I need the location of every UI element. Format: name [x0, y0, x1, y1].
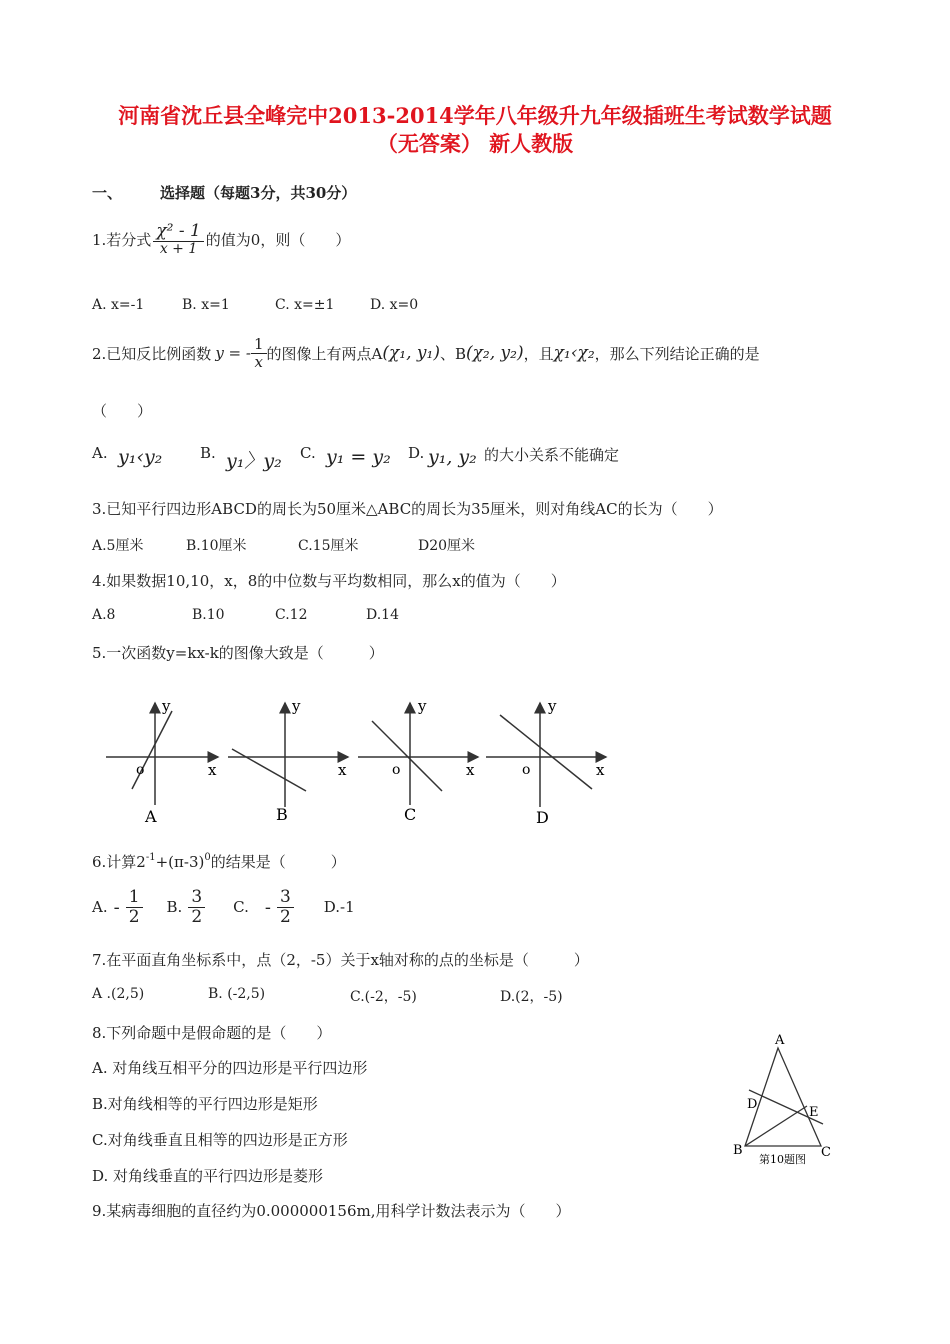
question-9: 9.某病毒细胞的直径约为0.000000156m,用科学计数法表示为（ ） [92, 1202, 571, 1220]
q6-opt-c-den: 2 [279, 906, 291, 927]
q4-option-a: A.8 [92, 607, 116, 623]
q3-option-a: A.5厘米 [92, 538, 144, 554]
q6-options [92, 888, 355, 926]
graph-d-y-label: y [548, 697, 557, 715]
graph-a-origin: o [136, 762, 145, 778]
q1-prefix: 1.若分式 [92, 231, 152, 250]
q6-opt-a-sign: - [113, 896, 120, 918]
section-label: 选择题（每题3分，共30分） [160, 184, 357, 202]
graph-a-label: A [145, 807, 157, 826]
q6-exp2: 0 [204, 852, 211, 863]
q3-option-d: D20厘米 [418, 538, 476, 554]
q2-function-lhs: y = - [215, 344, 251, 362]
graph-a [106, 697, 218, 826]
q7-option-a: A .(2,5) [92, 986, 145, 1002]
graph-a-x-label: x [208, 761, 217, 779]
q6-opt-b-label: B. [166, 898, 183, 917]
question-1 [92, 222, 350, 257]
q6-opt-c-num: 3 [277, 888, 294, 908]
q6-opt-d: D.-1 [323, 898, 355, 917]
q2-opt-d-label: D. [408, 444, 425, 462]
page-subtitle: （无答案） 新人教版 [376, 131, 574, 156]
q2-opt-b-label: B. [200, 444, 216, 462]
section-number: 一、 [92, 184, 123, 202]
q6-opt-c-label: C. [233, 898, 249, 917]
q2-point-b: (χ₂, y₂) [466, 343, 524, 363]
q2-mid: 的图像上有两点A [266, 344, 383, 363]
q8-option-b: B.对角线相等的平行四边形是矩形 [92, 1095, 318, 1113]
graph-c-label: C [404, 805, 417, 824]
graph-b [228, 697, 348, 824]
q6-opt-a-frac [126, 888, 143, 926]
q2-frac-num: 1 [251, 336, 267, 354]
q6-opt-b-frac [188, 888, 205, 926]
q1-denominator: x + 1 [159, 240, 198, 257]
q4-option-c: C.12 [275, 607, 308, 623]
graph-d [486, 697, 606, 827]
q6-exp1: -1 [145, 852, 156, 863]
q2-cond-pre: ，且 [523, 344, 554, 363]
q6-opt-a-num: 1 [126, 888, 143, 908]
q7-option-c: C.(-2，-5) [350, 989, 417, 1005]
vertex-b: B [733, 1143, 743, 1158]
q1-option-d: D. x=0 [370, 297, 419, 313]
q2-opt-d-expr: y₁, y₂ [428, 446, 477, 468]
q8-option-a: A. 对角线互相平分的四边形是平行四边形 [92, 1059, 368, 1077]
graph-c-line [372, 721, 442, 791]
question-4: 4.如果数据10,10，x，8的中位数与平均数相同，那么x的值为（ ） [92, 572, 566, 590]
question-8: 8.下列命题中是假命题的是（ ） [92, 1024, 332, 1042]
q2-frac-den: x [254, 352, 263, 371]
q2-suffix: ，那么下列结论正确的是 [594, 344, 760, 363]
graph-d-x-label: x [596, 761, 605, 779]
q2-opt-b-expr: y₁〉y₂ [226, 450, 282, 472]
graph-c-y-label: y [418, 697, 427, 715]
graph-c-x-label: x [466, 761, 475, 779]
q7-option-d: D.(2，-5) [500, 989, 563, 1005]
graph-d-line [500, 715, 592, 789]
q6-post: 的结果是（ ） [210, 853, 346, 871]
question-7: 7.在平面直角坐标系中，点（2，-5）关于x轴对称的点的坐标是（ ） [92, 951, 589, 969]
graph-b-line [232, 749, 306, 791]
q2-condition: χ₁‹χ₂ [553, 343, 595, 363]
q1-option-b: B. x=1 [182, 297, 230, 313]
q2-opt-a-label: A. [92, 444, 108, 462]
q6-opt-a-label: A. [92, 898, 108, 917]
q6-pre: 6.计算2 [92, 853, 146, 871]
figure-10-triangle [725, 1028, 845, 1168]
figure-caption: 第10题图 [759, 1153, 806, 1166]
q2-prefix: 2.已知反比例函数 [92, 344, 212, 363]
q1-option-c: C. x=±1 [275, 297, 335, 313]
q2-opt-d-tail: 的大小关系不能确定 [484, 446, 620, 464]
q2-opt-c-label: C. [300, 444, 316, 462]
vertex-a: A [775, 1033, 785, 1048]
q7-option-b: B. (-2,5) [208, 986, 266, 1002]
q6-opt-b-den: 2 [191, 906, 203, 927]
graph-d-label: D [536, 808, 549, 827]
q2-answer-paren: （ ） [92, 402, 153, 420]
q2-point-a: (χ₁, y₁) [382, 343, 440, 363]
page-title: 河南省沈丘县全峰完中2013-2014学年八年级升九年级插班生考试数学试题 [118, 103, 832, 128]
question-5: 5.一次函数y=kx-k的图像大致是（ ） [92, 644, 384, 662]
graph-b-y-label: y [292, 697, 301, 715]
vertex-c: C [821, 1145, 831, 1160]
q2-fraction [251, 336, 267, 370]
q4-option-d: D.14 [366, 607, 399, 623]
q4-option-b: B.10 [192, 607, 225, 623]
question-6 [92, 851, 346, 872]
q1-suffix: 的值为0，则（ ） [205, 231, 351, 250]
q1-fraction [153, 222, 203, 257]
q2-opt-a-expr: y₁‹y₂ [118, 446, 163, 468]
q1-numerator: χ² - 1 [153, 222, 203, 242]
q8-option-d: D. 对角线垂直的平行四边形是菱形 [92, 1167, 324, 1185]
q8-option-c: C.对角线垂直且相等的四边形是正方形 [92, 1131, 348, 1149]
question-2 [92, 336, 760, 370]
graph-a-y-label: y [162, 697, 171, 715]
point-d: D [747, 1097, 758, 1112]
graph-d-origin: o [522, 762, 531, 778]
q3-option-c: C.15厘米 [298, 538, 359, 554]
point-e: E [809, 1105, 819, 1120]
q5-graphs [100, 695, 620, 830]
graph-b-x-label: x [338, 761, 347, 779]
question-3: 3.已知平行四边形ABCD的周长为50厘米△ABC的周长为35厘米，则对角线AC的长为（ ） [92, 500, 723, 518]
graph-b-label: B [276, 805, 288, 824]
graph-c [358, 697, 478, 824]
q1-option-a: A. x=-1 [92, 297, 145, 313]
q2-opt-c-expr: y₁ = y₂ [326, 446, 391, 468]
q6-mid: +(π-3) [155, 853, 205, 871]
q2-sep: 、B [439, 344, 466, 363]
q6-opt-c-sign: - [264, 896, 271, 918]
q6-opt-c-frac [277, 888, 294, 926]
graph-c-origin: o [392, 762, 401, 778]
q6-opt-b-num: 3 [188, 888, 205, 908]
q6-opt-a-den: 2 [128, 906, 140, 927]
q3-option-b: B.10厘米 [186, 538, 247, 554]
